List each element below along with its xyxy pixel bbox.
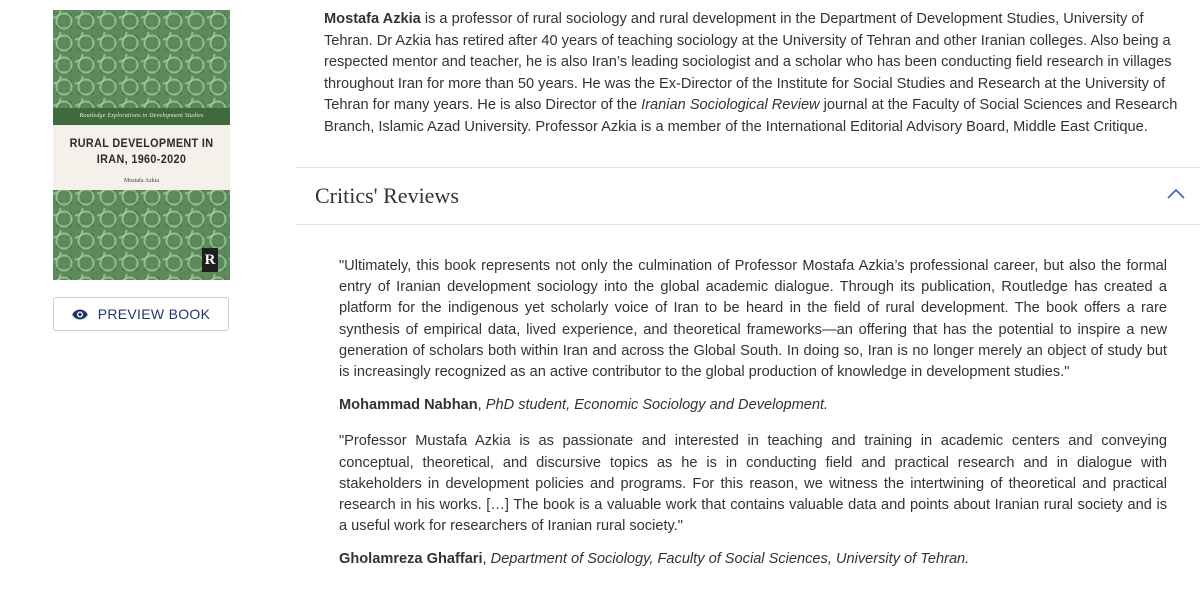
cover-series-label: Routledge Explorations in Development Studies [53,108,230,125]
critics-reviews-list [339,256,1167,586]
reviewer-affiliation: Department of Sociology, Faculty of Social Sciences, University of Tehran. [490,551,970,568]
cover-author: Mostafa Azkia [123,178,160,184]
bio-text: is a professor of rural sociology and rural development in the Department of Development Studies, University of Tehran. Dr Azkia has retired after 40 years of teaching sociology at the University of Tehran and other Iranian colleges. Also being a respected mentor and teacher, he is also Iran’s leading sociologist and a scholar who has been conducting field research in villages throughout Iran for more than 50 years. He was the Ex-Director of the Institute for Social Studies and Research at the University of Tehran for many years. He is also Director of the [324,11,1172,113]
cover-title: RURAL DEVELOPMENT IN IRAN, 1960-2020 [69,136,214,166]
chevron-up-icon[interactable] [1166,187,1186,205]
eye-icon [72,309,88,320]
reviewer-name: Gholamreza Ghaffari [339,551,483,568]
review-quote: "Professor Mustafa Azkia is as passionate and interested in teaching and training in academic centers and conveying conceptual, theoretical, and discursive topics as he is in conducting field and practical research and in dialogue with stakeholders in development policies and programs. For this reason, we witness the intertwining of theoretical and practical research in his works. […] The book is a valuable work that contains valuable data and points about Iranian rural society and is a useful work for researchers of Iranian rural society." [339,433,1167,535]
bio-journal-name: Iranian Sociological Review [641,97,820,113]
book-cover[interactable] [53,10,230,280]
reviewer-affiliation: PhD student, Economic Sociology and Development. [485,397,829,414]
preview-book-button[interactable] [53,297,229,331]
section-divider [296,224,1200,225]
cover-title-panel [53,125,230,190]
critics-reviews-accordion-header[interactable] [296,168,1200,224]
review-attribution: Gholamreza Ghaffari, Department of Sociology, Faculty of Social Sciences, University of Tehran. [339,551,970,568]
reviewer-name: Mohammad Nabhan [339,397,478,414]
review-attribution: Mohammad Nabhan, PhD student, Economic Sociology and Development. [339,397,829,414]
preview-book-label: PREVIEW BOOK [97,306,211,322]
review-quote: "Ultimately, this book represents not only the culmination of Professor Mostafa Azkia’s professional career, but also the formal entry of Iranian development sociology into the global academic dialogue. Through its publication, Routledge has created a platform for the indigenous yet scholarly voice of Iran to be heard in the field of rural development. The book offers a rare synthesis of empirical data, lived experience, and theoretical frameworks—an offering that has the potential to inspire a new generation of scholars both within Iran and across the Global South. In doing so, Iran is no longer merely an object of study but is increasingly recognized as an active contributor to the global production of knowledge in development studies." [339,258,1167,381]
bio-text: journal at the Faculty of Social Sciences and Research Branch, Islamic Azad University. Professor Azkia is a member of the International Editorial Advisory Board, Middle East Critique. [324,97,1178,135]
publisher-logo: R [202,248,218,272]
bio-author-name: Mostafa Azkia [324,11,421,27]
critics-reviews-title: Critics' Reviews [315,183,459,208]
author-bio [324,9,1184,138]
